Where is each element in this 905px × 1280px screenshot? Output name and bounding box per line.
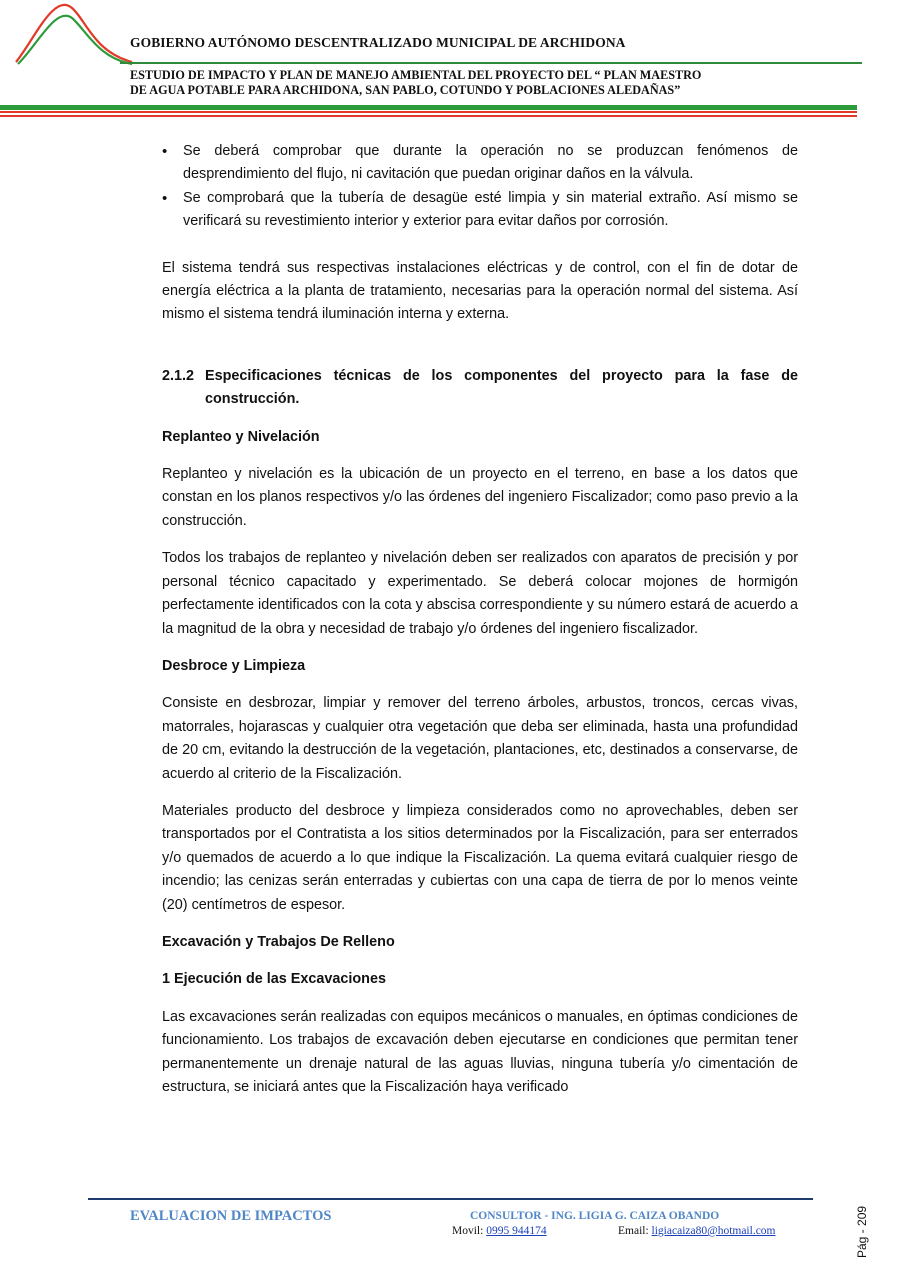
section-title-line2: construcción.: [205, 391, 300, 408]
paragraph-electrical: El sistema tendrá sus respectivas instalaciones eléctricas y de control, con el fin de dotar de energía eléctrica a la planta de tratamiento, necesarias para la operación normal del sistema. Así mismo el sistema tendrá iluminación interna y externa.: [162, 259, 798, 323]
header-rule: [120, 62, 862, 64]
paragraph-desbroce-2: Materiales producto del desbroce y limpieza considerados como no aprovechables, deben ser transportados por el Contratista a los sitios determinados por la Fiscalización, para ser enterrados y/o quemados de acuerdo a lo que indique la Fiscalización. La quema evitará cualquier riesgo de incendio; las cenizas serán enterradas y cubiertas con una capa de tierra de por lo menos veinte (20) centímetros de espesor.: [162, 802, 798, 913]
paragraph-desbroce-1: Consiste en desbrozar, limpiar y remover del terreno árboles, arbustos, troncos, cercas vivas, matorrales, hojarascas y cualquier otra vegetación que deba ser eliminada, hasta una profundidad de 20 cm, evitando la destrucción de la vegetación, plantaciones, etc, destinados a conservarse, de acuerdo al criterio de la Fiscalización.: [162, 695, 798, 782]
header-subtitle-line1: ESTUDIO DE IMPACTO Y PLAN DE MANEJO AMBIENTAL DEL PROYECTO DEL “ PLAN MAESTRO: [130, 68, 702, 82]
footer-phone: [452, 1225, 547, 1237]
bullet-item: • Se comprobará que la tubería de desagüe esté limpia y sin material extraño. Así mismo se verificará su revestimiento interior y exterior para evitar daños por corrosión.: [162, 187, 798, 234]
document-body: [162, 140, 798, 1099]
bullet-item: • Se deberá comprobar que durante la operación no se produzcan fenómenos de desprendimiento del flujo, ni cavitación que puedan originar daños en la válvula.: [162, 140, 798, 187]
header-band-green: [0, 105, 857, 110]
footer-consultor: CONSULTOR - ING. LIGIA G. CAIZA OBANDO: [470, 1210, 720, 1222]
header-title: GOBIERNO AUTÓNOMO DESCENTRALIZADO MUNICIPAL DE ARCHIDONA: [130, 35, 626, 50]
subheading-ejecucion: 1 Ejecución de las Excavaciones: [162, 971, 386, 988]
subheading-replanteo: Replanteo y Nivelación: [162, 428, 320, 445]
header-subtitle-line2: DE AGUA POTABLE PARA ARCHIDONA, SAN PABLO, COTUNDO Y POBLACIONES ALEDAÑAS”: [130, 82, 681, 97]
footer-email-label: Email:: [618, 1225, 652, 1237]
bullet-list: [162, 140, 798, 234]
subheading-excavacion: Excavación y Trabajos De Relleno: [162, 933, 395, 950]
section-number: 2.1.2: [162, 367, 195, 384]
paragraph-excavacion-1: Las excavaciones serán realizadas con equipos mecánicos o manuales, en óptimas condiciones de funcionamiento. Los trabajos de excavación deben ejecutarse en condiciones que permitan tener permanentemente un drenaje natural de las aguas lluvias, ninguna tubería y/o cimentación de estructura, se iniciará antes que la Fiscalización haya verificado: [162, 1008, 798, 1095]
footer-section-label: EVALUACION DE IMPACTOS: [130, 1208, 332, 1224]
phone-link[interactable]: 0995 944174: [486, 1225, 547, 1237]
email-link[interactable]: ligiacaiza80@hotmail.com: [651, 1225, 776, 1237]
footer-phone-label: Movil:: [452, 1225, 487, 1237]
paragraph-replanteo-2: Todos los trabajos de replanteo y nivelación deben ser realizados con aparatos de precisión y por personal técnico capacitado y experimentado. Se deberá colocar mojones de hormigón perfectamente identificados con la cota y abscisa correspondiente y su número estará de acuerdo a la magnitud de la obra y necesidad de trabajo y/o órdenes del ingeniero fiscalizador.: [162, 550, 798, 637]
paragraph-replanteo-1: Replanteo y nivelación es la ubicación de un proyecto en el terreno, en base a los datos que constan en los planos respectivos y/o las órdenes del ingeniero Fiscalizador; como paso previo a la construcción.: [162, 466, 798, 529]
footer-email: [618, 1225, 776, 1237]
wave-logo-icon: [14, 0, 134, 70]
subheading-desbroce: Desbroce y Limpieza: [162, 657, 306, 674]
section-heading: [162, 365, 798, 412]
section-title-line1: Especificaciones técnicas de los componentes del proyecto para la fase de: [205, 367, 798, 384]
header-band-red: [0, 111, 857, 113]
header-subtitle: [130, 68, 830, 97]
page-number: Pág - 209: [855, 1205, 869, 1258]
header-band-red-thin: [0, 115, 857, 117]
footer-rule: [88, 1198, 813, 1200]
